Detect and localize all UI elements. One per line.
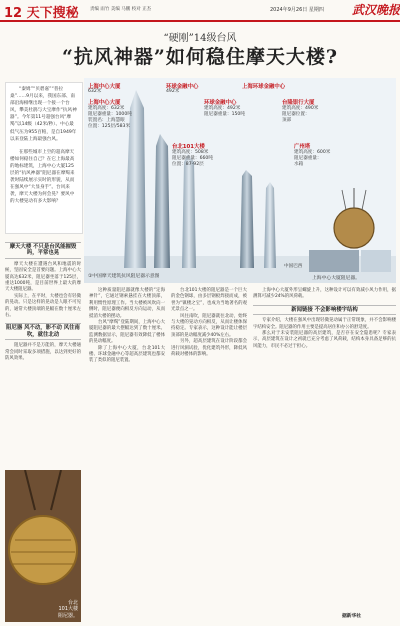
photo-caption-line: 台北 [67, 599, 78, 606]
section-heading: 阻尼器 风不动，影不动 风往南吹，就往北动 [5, 323, 81, 340]
height-label: 环球金融中心 [166, 84, 199, 90]
section-heading: 新闻链接 不会影响楼宇结构 [253, 305, 396, 315]
stat-title: 广州塔 [294, 144, 311, 150]
lead-paragraph: “秦姆”“贝碧嘉”“普拉桑”……9月以来，我国东部、南部沿海相继出现一个接一个台风，攀美杜鹃与大宝摩作“抗风神器”。今年第11号超强台风“摩羯”以14级（42米/秒）、中心最低气压为955百帕，是自1949年以来登陆上海最强台风。 [10, 87, 77, 142]
stat-line: 建筑高度：632米 [88, 106, 125, 111]
body-paragraph: 阻尼器并不是万能的，摩天大楼通常会同时采取多项措施，以达到更好的防风效果。 [5, 343, 81, 362]
stat-line: 顶部 [282, 118, 292, 123]
height-value: 492米 [166, 89, 180, 94]
section-heading: 摩天大楼 不只是台风能摧毁吗，平常也晃 [5, 242, 81, 259]
tower-other [240, 170, 254, 268]
height-label: 上海中心大厦 [88, 84, 121, 90]
photo-caption-line: 101大楼 [58, 606, 78, 612]
issue-date: 2024年9月26日 星期四 [270, 7, 324, 13]
damper-ball-icon [334, 208, 374, 248]
stat-line: 位置：125层/583米 [88, 124, 131, 129]
stat-title: 台隆银行大厦 [282, 100, 315, 106]
article-column-3 [171, 288, 247, 358]
infographic [84, 78, 396, 283]
main-headline: “抗风神器”如何稳住摩天大楼? [62, 46, 338, 68]
stat-line: 位置：87-92层 [172, 162, 204, 167]
lead-box [5, 82, 83, 234]
article-column-2 [89, 288, 165, 365]
stat-line: 阻尼器重量：1000吨 [88, 112, 132, 117]
stat-box-other [282, 98, 342, 124]
stat-box-taipei-101 [172, 142, 232, 168]
damper-photo [309, 250, 359, 272]
stat-line: 建筑高度：508米 [172, 150, 209, 155]
stat-line: 水箱 [294, 162, 304, 167]
stat-title: 上海中心大厦 [88, 100, 121, 106]
photo-caption [58, 600, 78, 620]
stat-line: 阻尼器重量：150吨 [204, 112, 245, 117]
body-paragraph: 专家介绍，大楼在强风中出现轻微晃动属于正常现象，并不会影响楼宇结构安全。阻尼器的作用主要是提高居住和办公的舒适度。 [253, 318, 396, 330]
infographic-sublabel: 中国巴西 [284, 264, 303, 269]
tower-taipei-101 [154, 134, 170, 268]
stat-line: 装置名：上海慧眼 [88, 118, 125, 123]
tower-other [264, 182, 276, 268]
body-paragraph: 台风“摩羯”登陆期间，上海中心大厦阻尼器的最大摆幅达到了数十厘米。监测数据显示，阻尼器有效降低了楼体的晃动幅度。 [89, 320, 165, 345]
stat-line: 阻尼器重量：660吨 [172, 156, 213, 161]
stat-line: 建筑高度：492米 [204, 106, 241, 111]
page-title: 12 天下搜秘 [4, 6, 79, 21]
stat-line: 阻尼器重量： [294, 156, 322, 161]
article-column-1 [5, 238, 81, 363]
stat-line: 建筑高度：600米 [294, 150, 331, 155]
photo-caption-line: 阻尼器。 [57, 612, 78, 619]
body-paragraph: 摩天大楼在遭遇台风和地震的时候，坚固安全是首要问题。上海中心大厦高达632米，阻尼器坐落于125层，重达1000吨，是目前世界上最大的摩天大楼阻尼器。 [5, 261, 81, 293]
byline: 据新华社 [342, 614, 362, 619]
infographic-caption-right: 上海中心大厦阻尼器。 [312, 276, 360, 281]
body-paragraph: 风往南吹，阻尼器就往北动，始终与大楼的晃动方向相反，从而让楼体保持稳定。专家表示，这种设计能让楼层顶部的晃动幅度减少40%左右。 [171, 313, 247, 338]
stat-line: 建筑高度：490米 [282, 106, 319, 111]
body-paragraph: 除了上海中心大厦，台北101大楼、环球金融中心等超高层建筑也都安装了类似的阻尼装置。 [89, 345, 165, 364]
body-paragraph: 上海中心大厦外形呈螺旋上升，这种设计可以有效减小风力作用，据测算可减少24%的风荷载。 [253, 288, 396, 300]
height-label: 上海环球金融中心 [242, 84, 286, 90]
damper-photo-taipei [5, 470, 81, 622]
newspaper-logo: 武汉晚报 [352, 3, 400, 17]
infographic-caption-left: ①中国摩天建筑抗风阻尼器示意图 [88, 274, 160, 279]
body-paragraph: 台北101大楼的阻尼器是一个巨大的金色钢球，由多层钢板焊接而成，被誉为“镇楼之宝”，也成为当地著名的观光景点之一。 [171, 288, 247, 313]
stat-box-canton-tower [294, 142, 354, 168]
stat-line: 阻尼器位置： [282, 112, 310, 117]
stat-box-shanghai-center [88, 98, 146, 130]
height-value: 632米 [88, 89, 102, 94]
lead-paragraph: 在那些城市上空的超高摩天楼如何稳住自己？在它上海最高的地标建筑，上海中心大厦125层的“抗风神器”阻尼器在摩羯来袭时陆续展示实时的形貌，从而在强风中“大显身手”。台风来袭，摩天大楼为何会晃？要风中的大楼晃动有多大影响？ [10, 149, 75, 205]
article-column-4 [253, 288, 396, 350]
stat-title: 环球金融中心 [204, 100, 237, 106]
body-paragraph: 实际上，在平时，大楼也会有轻微的晃动。只是这样的晃动是人眼不可见的，通常大楼顶端的晃幅在数十厘米左右。 [5, 293, 81, 319]
body-paragraph: 那么对于未安装阻尼器的高层建筑，是否存在安全隐患呢？专家表示，高层建筑在设计之初就已充分考虑了风荷载，结构本身具备足够的抗风能力，市民不必过于担心。 [253, 331, 396, 349]
tower-swfc [182, 154, 196, 268]
body-paragraph: 这种质量阻尼器就像大楼的“定海神针”，它通过钢索悬挂在大楼顶部，利用惯性原理工作。当大楼被风吹向一侧时，阻尼器便向相反方向运动，从而抵消大楼的摆动。 [89, 288, 165, 319]
body-paragraph: 另外，超高层建筑在设计阶段都会进行风洞试验，优化建筑外形，降低风荷载对楼体的影响。 [171, 339, 247, 358]
stat-box-swfc [204, 98, 266, 118]
stat-title: 台北101大楼 [172, 144, 205, 150]
headline-kicker: “硬刚”14级台风 [163, 33, 237, 44]
editor-credits: 责编 雨竹 美编 马鹏 校对 正杰 [90, 7, 152, 12]
